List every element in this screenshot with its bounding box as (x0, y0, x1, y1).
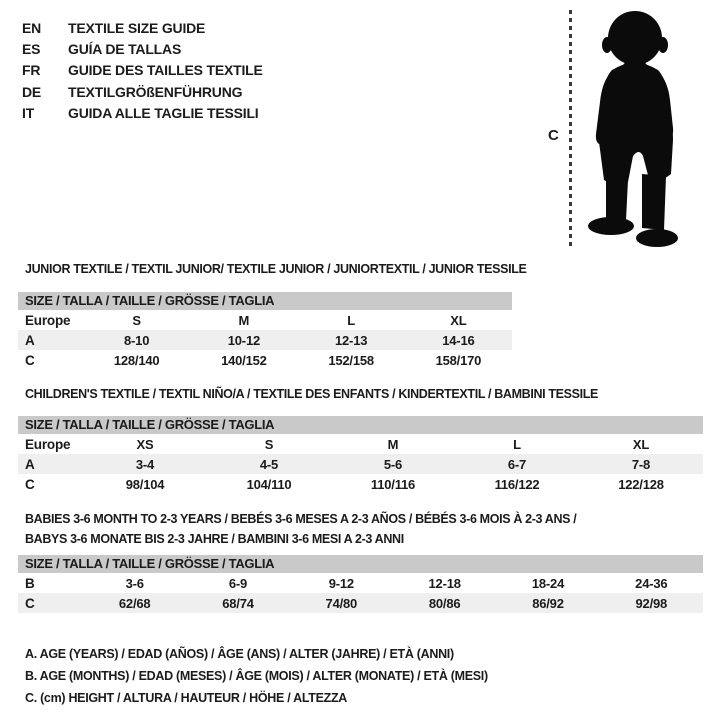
language-code: EN (22, 19, 42, 36)
age-cell: 10-12 (227, 332, 260, 348)
age-cell: 14-16 (442, 332, 475, 348)
row-label: Europe (25, 312, 71, 328)
row-label: C (25, 595, 35, 611)
legend-footnotes (25, 643, 488, 709)
table-row-age-months (18, 573, 703, 593)
language-code: ES (22, 41, 41, 58)
age-cell: 12-13 (335, 332, 368, 348)
age-cell: 9-12 (328, 575, 354, 591)
row-label: A (25, 456, 35, 472)
age-cell: 6-9 (228, 575, 248, 591)
language-row-de (22, 81, 263, 102)
row-label: C (25, 352, 35, 368)
language-label: GUIDA ALLE TAGLIE TESSILI (68, 105, 259, 122)
row-label: Europe (25, 436, 71, 452)
table-title: JUNIOR TEXTILE / TEXTIL JUNIOR/ TEXTILE JUNIOR / JUNIORTEXTIL / JUNIOR TESSILE (25, 262, 527, 276)
age-cell: 6-7 (507, 456, 527, 472)
language-code: DE (22, 83, 42, 100)
footnote-age-months: B. AGE (MONTHS) / EDAD (MESES) / ÂGE (MOIS) / ALTER (MONATE) / ETÀ (MESI) (25, 669, 488, 683)
size-cell: XS (136, 436, 154, 452)
language-row-it (22, 103, 263, 124)
language-code: IT (22, 105, 35, 122)
age-cell: 3-6 (125, 575, 144, 591)
table-row-europe (18, 310, 512, 330)
footnote-height-cm: C. (cm) HEIGHT / ALTURA / HAUTEUR / HÖHE / ALTEZZA (25, 691, 348, 705)
row-label: C (25, 476, 35, 492)
height-cell: 68/74 (222, 595, 254, 611)
height-cell: 74/80 (325, 595, 358, 611)
height-cell: 110/116 (370, 476, 416, 492)
table-row-age (18, 454, 703, 474)
size-cell: S (132, 312, 141, 328)
height-cell: 104/110 (246, 476, 292, 492)
age-cell: 8-10 (124, 332, 150, 348)
table-row-height (18, 593, 703, 613)
age-cell: 7-8 (631, 456, 651, 472)
table-row-height (18, 350, 512, 370)
age-cell: 18-24 (531, 575, 565, 591)
language-row-en (22, 17, 263, 38)
row-label: A (25, 332, 35, 348)
height-cell: 152/158 (328, 352, 374, 368)
language-row-fr (22, 60, 263, 81)
table-row-age (18, 330, 512, 350)
language-row-es (22, 38, 263, 59)
height-cell: 86/92 (532, 595, 564, 611)
height-cell: 98/104 (125, 476, 165, 492)
size-cell: S (264, 436, 274, 452)
language-label: GUÍA DE TALLAS (68, 41, 182, 58)
age-cell: 24-36 (635, 575, 668, 591)
size-header-bar: SIZE / TALLA / TAILLE / GRÖSSE / TAGLIA (18, 292, 512, 310)
size-header-bar: SIZE / TALLA / TAILLE / GRÖSSE / TAGLIA (18, 555, 703, 573)
junior-size-table (18, 259, 527, 370)
height-cell: 62/68 (118, 595, 151, 611)
babies-size-table (18, 509, 703, 613)
table-row-height (18, 474, 703, 494)
age-cell: 3-4 (135, 456, 155, 472)
language-code: FR (22, 62, 41, 79)
language-list (22, 17, 263, 124)
height-cell: 140/152 (221, 352, 267, 368)
size-cell: XL (632, 436, 650, 452)
height-measure-label: C (548, 127, 559, 144)
table-row-europe (18, 434, 703, 454)
height-cell: 116/122 (494, 476, 540, 492)
language-label: TEXTILGRÖßENFÜHRUNG (68, 83, 243, 100)
language-label: TEXTILE SIZE GUIDE (68, 19, 206, 36)
row-label: B (25, 575, 35, 591)
height-cell: 80/86 (428, 595, 461, 611)
age-cell: 4-5 (259, 456, 279, 472)
height-cell: 122/128 (618, 476, 664, 492)
height-measure-dashed-line (569, 10, 572, 250)
size-cell: L (347, 312, 355, 328)
language-label: GUIDE DES TAILLES TEXTILE (68, 62, 263, 79)
size-cell: L (513, 436, 521, 452)
size-header-bar: SIZE / TALLA / TAILLE / GRÖSSE / TAGLIA (18, 416, 703, 434)
table-title-line1: BABIES 3-6 MONTH TO 2-3 YEARS / BEBÉS 3-6 MESES A 2-3 AÑOS / BÉBÉS 3-6 MOIS À 2-3 ANS / (25, 512, 577, 526)
children-size-table (18, 384, 703, 494)
toddler-silhouette-image (578, 8, 688, 248)
size-cell: XL (450, 312, 467, 328)
height-cell: 92/98 (635, 595, 668, 611)
table-title-line2: BABYS 3-6 MONATE BIS 2-3 JAHRE / BAMBINI 3-6 MESI A 2-3 ANNI (25, 532, 404, 546)
height-cell: 158/170 (435, 352, 482, 368)
size-cell: M (238, 312, 250, 328)
height-cell: 128/140 (113, 352, 160, 368)
age-cell: 5-6 (383, 456, 403, 472)
age-cell: 12-18 (428, 575, 461, 591)
size-cell: M (387, 436, 399, 452)
footnote-age-years: A. AGE (YEARS) / EDAD (AÑOS) / ÂGE (ANS) / ALTER (JAHRE) / ETÀ (ANNI) (25, 647, 454, 661)
table-title: CHILDREN'S TEXTILE / TEXTIL NIÑO/A / TEXTILE DES ENFANTS / KINDERTEXTIL / BAMBINI TESSILE (25, 387, 599, 401)
